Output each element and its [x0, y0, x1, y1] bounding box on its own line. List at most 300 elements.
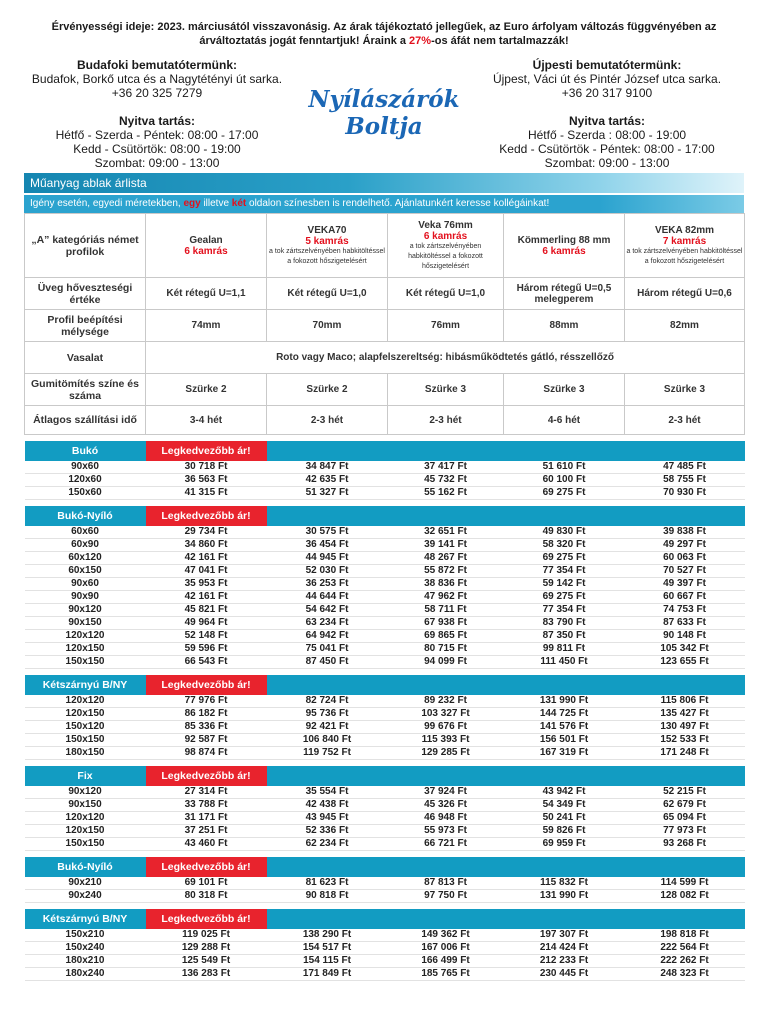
table-row [25, 461, 745, 474]
price-cell: 214 424 Ft [504, 942, 625, 955]
price-cell: 69 275 Ft [504, 552, 625, 565]
glass-value: Két rétegű U=1,1 [146, 278, 267, 310]
price-cell: 45 821 Ft [146, 604, 267, 617]
price-cell: 37 417 Ft [388, 461, 504, 474]
gasket-value: Szürke 2 [267, 374, 388, 406]
window-size: 180x240 [25, 968, 146, 981]
best-price-badge: Legkedvezőbb ár! [146, 506, 267, 526]
price-cell: 34 847 Ft [267, 461, 388, 474]
window-size: 120x150 [25, 708, 146, 721]
price-cell: 92 421 Ft [267, 721, 388, 734]
table-row [25, 708, 745, 721]
depth-value: 74mm [146, 310, 267, 342]
price-cell: 129 285 Ft [388, 747, 504, 760]
glass-row [25, 278, 745, 310]
price-cell: 45 732 Ft [388, 474, 504, 487]
price-cell: 87 450 Ft [267, 656, 388, 669]
profile-note: a tok zártszelvényében habkitöltéssel a fokozott hőszigetelésért [408, 242, 483, 270]
price-cell: 99 811 Ft [504, 643, 625, 656]
price-cell: 42 635 Ft [267, 474, 388, 487]
window-size: 150x240 [25, 942, 146, 955]
price-cell: 77 976 Ft [146, 695, 267, 708]
window-size: 120x120 [25, 695, 146, 708]
price-sections [25, 435, 745, 981]
table-row [25, 695, 745, 708]
section-header-fill [267, 441, 745, 461]
price-cell: 60 100 Ft [504, 474, 625, 487]
gasket-value: Szürke 3 [625, 374, 745, 406]
table-row [25, 942, 745, 955]
section-header [25, 857, 745, 877]
price-cell: 60 667 Ft [625, 591, 745, 604]
price-cell: 29 734 Ft [146, 526, 267, 539]
price-cell: 48 267 Ft [388, 552, 504, 565]
section-title: Kétszárnyú B/NY [25, 909, 146, 929]
hardware-row [25, 342, 745, 374]
hardware-value: Roto vagy Maco; alapfelszereltség: hibásműködtetés gátló, résszellőző [146, 342, 745, 374]
info-highlight: egy [183, 198, 201, 209]
price-cell: 39 141 Ft [388, 539, 504, 552]
price-cell: 167 319 Ft [504, 747, 625, 760]
shipping-value: 3-4 hét [146, 406, 267, 435]
price-cell: 90 818 Ft [267, 890, 388, 903]
table-row [25, 734, 745, 747]
table-row [25, 955, 745, 968]
price-cell: 131 990 Ft [504, 890, 625, 903]
price-table [24, 213, 745, 981]
window-size: 150x150 [25, 656, 146, 669]
table-row [25, 812, 745, 825]
price-cell: 41 315 Ft [146, 487, 267, 500]
price-cell: 52 030 Ft [267, 565, 388, 578]
window-size: 60x90 [25, 539, 146, 552]
showroom-title: Újpesti bemutatótermünk: [532, 58, 682, 72]
vat-rate: 27% [409, 35, 432, 47]
window-size: 150x60 [25, 487, 146, 500]
showroom-address: Újpest, Váci út és Pintér József utca sarka. [492, 72, 722, 86]
depth-row [25, 310, 745, 342]
price-cell: 55 872 Ft [388, 565, 504, 578]
profile-kommerling [504, 214, 625, 278]
info-highlight: két [231, 198, 247, 209]
price-cell: 77 354 Ft [504, 604, 625, 617]
price-cell: 185 765 Ft [388, 968, 504, 981]
price-cell: 86 182 Ft [146, 708, 267, 721]
price-cell: 135 427 Ft [625, 708, 745, 721]
price-cell: 34 860 Ft [146, 539, 267, 552]
price-cell: 69 865 Ft [388, 630, 504, 643]
window-size: 90x150 [25, 617, 146, 630]
price-cell: 67 938 Ft [388, 617, 504, 630]
price-cell: 35 953 Ft [146, 578, 267, 591]
window-size: 120x150 [25, 643, 146, 656]
price-cell: 66 721 Ft [388, 838, 504, 851]
price-cell: 63 234 Ft [267, 617, 388, 630]
table-row [25, 630, 745, 643]
price-cell: 87 633 Ft [625, 617, 745, 630]
section-header [25, 506, 745, 526]
profile-header-row [25, 214, 745, 278]
gasket-value: Szürke 3 [388, 374, 504, 406]
price-cell: 49 297 Ft [625, 539, 745, 552]
price-cell: 51 327 Ft [267, 487, 388, 500]
showroom-phone[interactable]: +36 20 325 7279 [111, 86, 203, 100]
price-cell: 125 549 Ft [146, 955, 267, 968]
section-header [25, 675, 745, 695]
gasket-row [25, 374, 745, 406]
profile-chambers: 5 kamrás [305, 235, 349, 247]
profile-note: a tok zártszelvényében habkitöltéssel a fokozott hőszigetelésért [269, 247, 385, 265]
price-cell: 93 268 Ft [625, 838, 745, 851]
price-cell: 69 275 Ft [504, 487, 625, 500]
profile-veka82 [625, 214, 745, 278]
table-row [25, 643, 745, 656]
price-cell: 90 148 Ft [625, 630, 745, 643]
price-cell: 167 006 Ft [388, 942, 504, 955]
price-cell: 52 148 Ft [146, 630, 267, 643]
price-cell: 97 750 Ft [388, 890, 504, 903]
price-cell: 136 283 Ft [146, 968, 267, 981]
section-header-fill [267, 675, 745, 695]
hours-line: Kedd - Csütörtök: 08:00 - 19:00 [73, 142, 241, 156]
price-cell: 138 290 Ft [267, 929, 388, 942]
profile-note: a tok zártszelvényében habkitöltéssel a fokozott hőszigetelésért [626, 247, 743, 265]
shipping-value: 2-3 hét [625, 406, 745, 435]
profile-veka70 [267, 214, 388, 278]
price-cell: 115 806 Ft [625, 695, 745, 708]
price-cell: 27 314 Ft [146, 786, 267, 799]
price-cell: 141 576 Ft [504, 721, 625, 734]
profile-gealan [146, 214, 267, 278]
validity-notice [20, 20, 748, 48]
shipping-value: 2-3 hét [267, 406, 388, 435]
price-cell: 70 930 Ft [625, 487, 745, 500]
table-row [25, 838, 745, 851]
gasket-value: Szürke 2 [146, 374, 267, 406]
hours-line: Szombat: 09:00 - 13:00 [94, 156, 220, 170]
glass-label: Üveg hőveszteségi értéke [25, 278, 146, 310]
table-row [25, 552, 745, 565]
section-header [25, 441, 745, 461]
price-cell: 144 725 Ft [504, 708, 625, 721]
best-price-badge: Legkedvezőbb ár! [146, 441, 267, 461]
table-row [25, 617, 745, 630]
price-cell: 248 323 Ft [625, 968, 745, 981]
table-row [25, 721, 745, 734]
best-price-badge: Legkedvezőbb ár! [146, 766, 267, 786]
window-size: 180x150 [25, 747, 146, 760]
table-row [25, 487, 745, 500]
shipping-value: 2-3 hét [388, 406, 504, 435]
price-cell: 49 830 Ft [504, 526, 625, 539]
price-cell: 33 788 Ft [146, 799, 267, 812]
section-header-fill [267, 857, 745, 877]
price-cell: 54 349 Ft [504, 799, 625, 812]
depth-value: 82mm [625, 310, 745, 342]
price-cell: 37 924 Ft [388, 786, 504, 799]
price-cell: 87 813 Ft [388, 877, 504, 890]
hours-line: Hétfő - Szerda : 08:00 - 19:00 [527, 128, 687, 142]
price-cell: 58 320 Ft [504, 539, 625, 552]
table-row [25, 565, 745, 578]
hours-line: Kedd - Csütörtök - Péntek: 08:00 - 17:00 [499, 142, 715, 156]
price-cell: 81 623 Ft [267, 877, 388, 890]
price-cell: 154 115 Ft [267, 955, 388, 968]
shipping-row [25, 406, 745, 435]
price-cell: 42 438 Ft [267, 799, 388, 812]
price-cell: 39 838 Ft [625, 526, 745, 539]
price-cell: 222 262 Ft [625, 955, 745, 968]
info-text: oldalon színesben is rendelhető. Ajánlatunkért keresse kollégáinkat! [246, 198, 550, 209]
price-cell: 171 849 Ft [267, 968, 388, 981]
price-cell: 51 610 Ft [504, 461, 625, 474]
price-cell: 75 041 Ft [267, 643, 388, 656]
shipping-label: Átlagos szállítási idő [25, 406, 146, 435]
price-cell: 38 836 Ft [388, 578, 504, 591]
price-cell: 35 554 Ft [267, 786, 388, 799]
window-size: 60x150 [25, 565, 146, 578]
window-size: 90x120 [25, 786, 146, 799]
best-price-badge: Legkedvezőbb ár! [146, 909, 267, 929]
price-cell: 83 790 Ft [504, 617, 625, 630]
price-cell: 111 450 Ft [504, 656, 625, 669]
table-row [25, 474, 745, 487]
price-cell: 114 599 Ft [625, 877, 745, 890]
price-cell: 47 962 Ft [388, 591, 504, 604]
table-row [25, 526, 745, 539]
price-cell: 42 161 Ft [146, 591, 267, 604]
table-row [25, 747, 745, 760]
table-row [25, 591, 745, 604]
profile-veka76 [388, 214, 504, 278]
showroom-phone[interactable]: +36 20 317 9100 [561, 86, 653, 100]
price-cell: 128 082 Ft [625, 890, 745, 903]
depth-label: Profil beépítési mélysége [25, 310, 146, 342]
profile-chambers: 6 kamrás [184, 245, 228, 257]
window-size: 90x150 [25, 799, 146, 812]
gasket-label: Gumitömítés színe és száma [25, 374, 146, 406]
price-cell: 43 945 Ft [267, 812, 388, 825]
window-size: 120x150 [25, 825, 146, 838]
price-cell: 130 497 Ft [625, 721, 745, 734]
window-size: 120x60 [25, 474, 146, 487]
section-header [25, 909, 745, 929]
price-cell: 154 517 Ft [267, 942, 388, 955]
section-header [25, 766, 745, 786]
hours-title: Nyitva tartás: [118, 114, 196, 128]
price-cell: 37 251 Ft [146, 825, 267, 838]
price-cell: 149 362 Ft [388, 929, 504, 942]
window-size: 90x210 [25, 877, 146, 890]
window-size: 90x90 [25, 591, 146, 604]
price-cell: 74 753 Ft [625, 604, 745, 617]
section-header-fill [267, 506, 745, 526]
window-size: 150x150 [25, 838, 146, 851]
price-cell: 69 275 Ft [504, 591, 625, 604]
profile-chambers: 6 kamrás [542, 245, 586, 257]
window-size: 120x120 [25, 812, 146, 825]
section-header-fill [267, 909, 745, 929]
table-row [25, 825, 745, 838]
price-cell: 58 711 Ft [388, 604, 504, 617]
price-cell: 50 241 Ft [504, 812, 625, 825]
table-row [25, 539, 745, 552]
profile-name: VEKA 82mm [654, 224, 715, 236]
price-cell: 49 397 Ft [625, 578, 745, 591]
price-cell: 66 543 Ft [146, 656, 267, 669]
price-cell: 44 945 Ft [267, 552, 388, 565]
table-row [25, 656, 745, 669]
price-cell: 115 832 Ft [504, 877, 625, 890]
price-cell: 55 973 Ft [388, 825, 504, 838]
logo-line-1: Nyílászárók [308, 86, 460, 113]
price-cell: 65 094 Ft [625, 812, 745, 825]
section-title: Bukó [25, 441, 146, 461]
price-cell: 55 162 Ft [388, 487, 504, 500]
profile-chambers: 7 kamrás [662, 235, 707, 247]
price-cell: 171 248 Ft [625, 747, 745, 760]
best-price-badge: Legkedvezőbb ár! [146, 857, 267, 877]
window-size: 90x120 [25, 604, 146, 617]
price-cell: 47 041 Ft [146, 565, 267, 578]
window-size: 150x210 [25, 929, 146, 942]
info-text: Igény esetén, egyedi méretekben, [30, 198, 184, 209]
hours-line: Szombat: 09:00 - 13:00 [544, 156, 670, 170]
price-cell: 32 651 Ft [388, 526, 504, 539]
profile-category-label: „A” kategóriás német profilok [25, 214, 146, 278]
price-cell: 198 818 Ft [625, 929, 745, 942]
table-row [25, 786, 745, 799]
table-row [25, 578, 745, 591]
glass-value: Két rétegű U=1,0 [388, 278, 504, 310]
depth-value: 76mm [388, 310, 504, 342]
price-cell: 69 959 Ft [504, 838, 625, 851]
price-cell: 98 874 Ft [146, 747, 267, 760]
price-cell: 212 233 Ft [504, 955, 625, 968]
best-price-badge: Legkedvezőbb ár! [146, 675, 267, 695]
price-cell: 95 736 Ft [267, 708, 388, 721]
profile-name: Gealan [189, 234, 223, 246]
price-cell: 85 336 Ft [146, 721, 267, 734]
price-cell: 52 215 Ft [625, 786, 745, 799]
price-cell: 58 755 Ft [625, 474, 745, 487]
window-size: 150x150 [25, 734, 146, 747]
hours-title: Nyitva tartás: [568, 114, 646, 128]
price-cell: 36 454 Ft [267, 539, 388, 552]
price-cell: 36 563 Ft [146, 474, 267, 487]
depth-value: 88mm [504, 310, 625, 342]
window-size: 120x120 [25, 630, 146, 643]
price-cell: 80 318 Ft [146, 890, 267, 903]
table-row [25, 968, 745, 981]
price-cell: 30 575 Ft [267, 526, 388, 539]
price-cell: 69 101 Ft [146, 877, 267, 890]
price-cell: 156 501 Ft [504, 734, 625, 747]
glass-value: Három rétegű U=0,5 melegperem [504, 278, 625, 310]
window-size: 60x60 [25, 526, 146, 539]
profile-name: Veka 76mm [418, 219, 473, 231]
price-cell: 46 948 Ft [388, 812, 504, 825]
price-cell: 49 964 Ft [146, 617, 267, 630]
price-list-banner: Műanyag ablak árlista [24, 173, 744, 193]
price-cell: 59 596 Ft [146, 643, 267, 656]
window-size: 60x120 [25, 552, 146, 565]
price-cell: 59 142 Ft [504, 578, 625, 591]
notice-line-1: Érvényességi ideje: 2023. márciusától visszavonásig. Az árak tájékoztató jellegűek, az Euro árfolyam változás függvényében az [51, 21, 717, 33]
price-cell: 43 460 Ft [146, 838, 267, 851]
depth-value: 70mm [267, 310, 388, 342]
price-cell: 59 826 Ft [504, 825, 625, 838]
price-cell: 105 342 Ft [625, 643, 745, 656]
profile-chambers: 6 kamrás [423, 230, 468, 242]
table-row [25, 929, 745, 942]
profile-name: VEKA70 [307, 224, 347, 236]
window-size: 150x120 [25, 721, 146, 734]
price-cell: 115 393 Ft [388, 734, 504, 747]
section-header-fill [267, 766, 745, 786]
table-row [25, 604, 745, 617]
info-text: illetve [200, 198, 232, 209]
hours-line: Hétfő - Szerda - Péntek: 08:00 - 17:00 [55, 128, 259, 142]
notice-line-2 [20, 34, 748, 48]
price-cell: 230 445 Ft [504, 968, 625, 981]
info-bar [24, 195, 744, 213]
price-cell: 30 718 Ft [146, 461, 267, 474]
price-cell: 43 942 Ft [504, 786, 625, 799]
price-cell: 87 350 Ft [504, 630, 625, 643]
price-cell: 152 533 Ft [625, 734, 745, 747]
price-cell: 70 527 Ft [625, 565, 745, 578]
window-size: 180x210 [25, 955, 146, 968]
price-cell: 80 715 Ft [388, 643, 504, 656]
price-cell: 103 327 Ft [388, 708, 504, 721]
table-row [25, 890, 745, 903]
ujpest-showroom [472, 58, 742, 170]
section-title: Kétszárnyú B/NY [25, 675, 146, 695]
price-cell: 92 587 Ft [146, 734, 267, 747]
price-cell: 129 288 Ft [146, 942, 267, 955]
window-size: 90x60 [25, 461, 146, 474]
price-cell: 197 307 Ft [504, 929, 625, 942]
price-cell: 94 099 Ft [388, 656, 504, 669]
section-title: Bukó-Nyíló [25, 857, 146, 877]
logo-line-2: Boltja [345, 113, 423, 140]
section-title: Fix [25, 766, 146, 786]
table-row [25, 877, 745, 890]
budafok-showroom [22, 58, 292, 170]
price-cell: 77 973 Ft [625, 825, 745, 838]
table-row [25, 799, 745, 812]
price-cell: 60 063 Ft [625, 552, 745, 565]
price-cell: 131 990 Ft [504, 695, 625, 708]
price-cell: 52 336 Ft [267, 825, 388, 838]
price-cell: 119 752 Ft [267, 747, 388, 760]
glass-value: Két rétegű U=1,0 [267, 278, 388, 310]
price-cell: 42 161 Ft [146, 552, 267, 565]
price-cell: 62 234 Ft [267, 838, 388, 851]
price-cell: 77 354 Ft [504, 565, 625, 578]
gasket-value: Szürke 3 [504, 374, 625, 406]
price-cell: 123 655 Ft [625, 656, 745, 669]
glass-value: Három rétegű U=0,6 [625, 278, 745, 310]
price-cell: 54 642 Ft [267, 604, 388, 617]
price-cell: 45 326 Ft [388, 799, 504, 812]
price-cell: 31 171 Ft [146, 812, 267, 825]
price-cell: 89 232 Ft [388, 695, 504, 708]
price-cell: 119 025 Ft [146, 929, 267, 942]
notice-text: árváltoztatás jogát fenntartjuk! Áraink a [199, 35, 410, 47]
shipping-value: 4-6 hét [504, 406, 625, 435]
